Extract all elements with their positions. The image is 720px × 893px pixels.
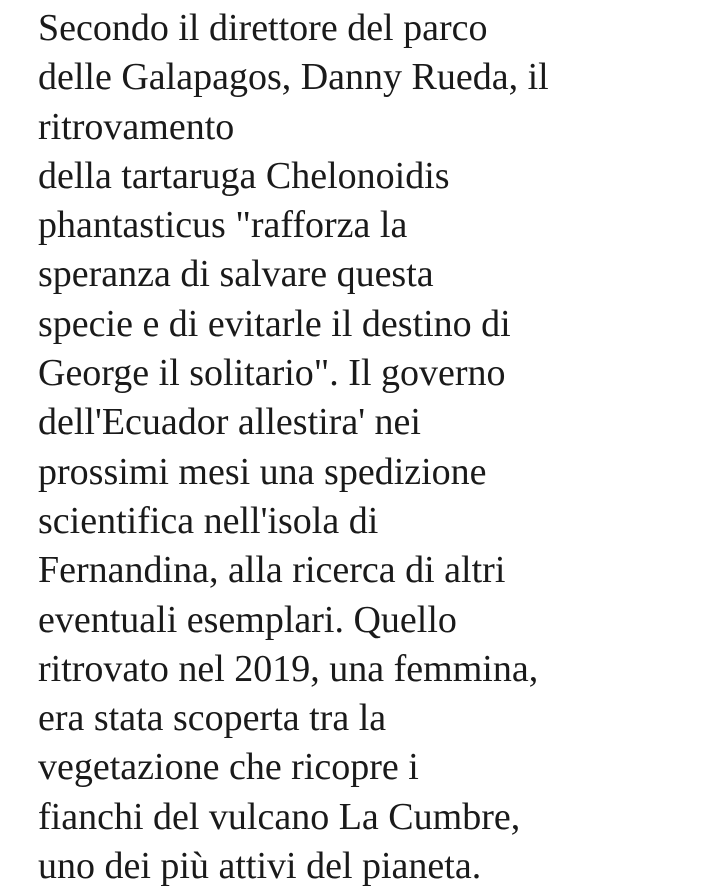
text-line: ritrovato nel 2019, una femmina, bbox=[38, 647, 539, 690]
text-line: George il solitario". Il governo bbox=[38, 352, 506, 395]
text-line: dell'Ecuador allestira' nei bbox=[38, 401, 421, 444]
text-line: della tartaruga Chelonoidis bbox=[38, 154, 450, 197]
text-line: specie e di evitarle il destino di bbox=[38, 302, 511, 345]
text-line: fianchi del vulcano La Cumbre, bbox=[38, 795, 521, 838]
text-line: delle Galapagos, Danny Rueda, il bbox=[38, 56, 549, 99]
text-line: uno dei più attivi del pianeta. bbox=[38, 845, 482, 888]
text-line: phantasticus "rafforza la bbox=[38, 204, 408, 247]
text-line: ritrovamento bbox=[38, 105, 235, 148]
text-line: Secondo il direttore del parco bbox=[38, 7, 488, 49]
text-line: eventuali esemplari. Quello bbox=[38, 598, 457, 641]
text-line: speranza di salvare questa bbox=[38, 253, 434, 296]
text-line: scientifica nell'isola di bbox=[38, 499, 379, 542]
text-line: era stata scoperta tra la bbox=[38, 697, 387, 740]
text-line: prossimi mesi una spedizione bbox=[38, 450, 487, 493]
text-line: vegetazione che ricopre i bbox=[38, 746, 419, 789]
text-line: Fernandina, alla ricerca di altri bbox=[38, 549, 506, 592]
